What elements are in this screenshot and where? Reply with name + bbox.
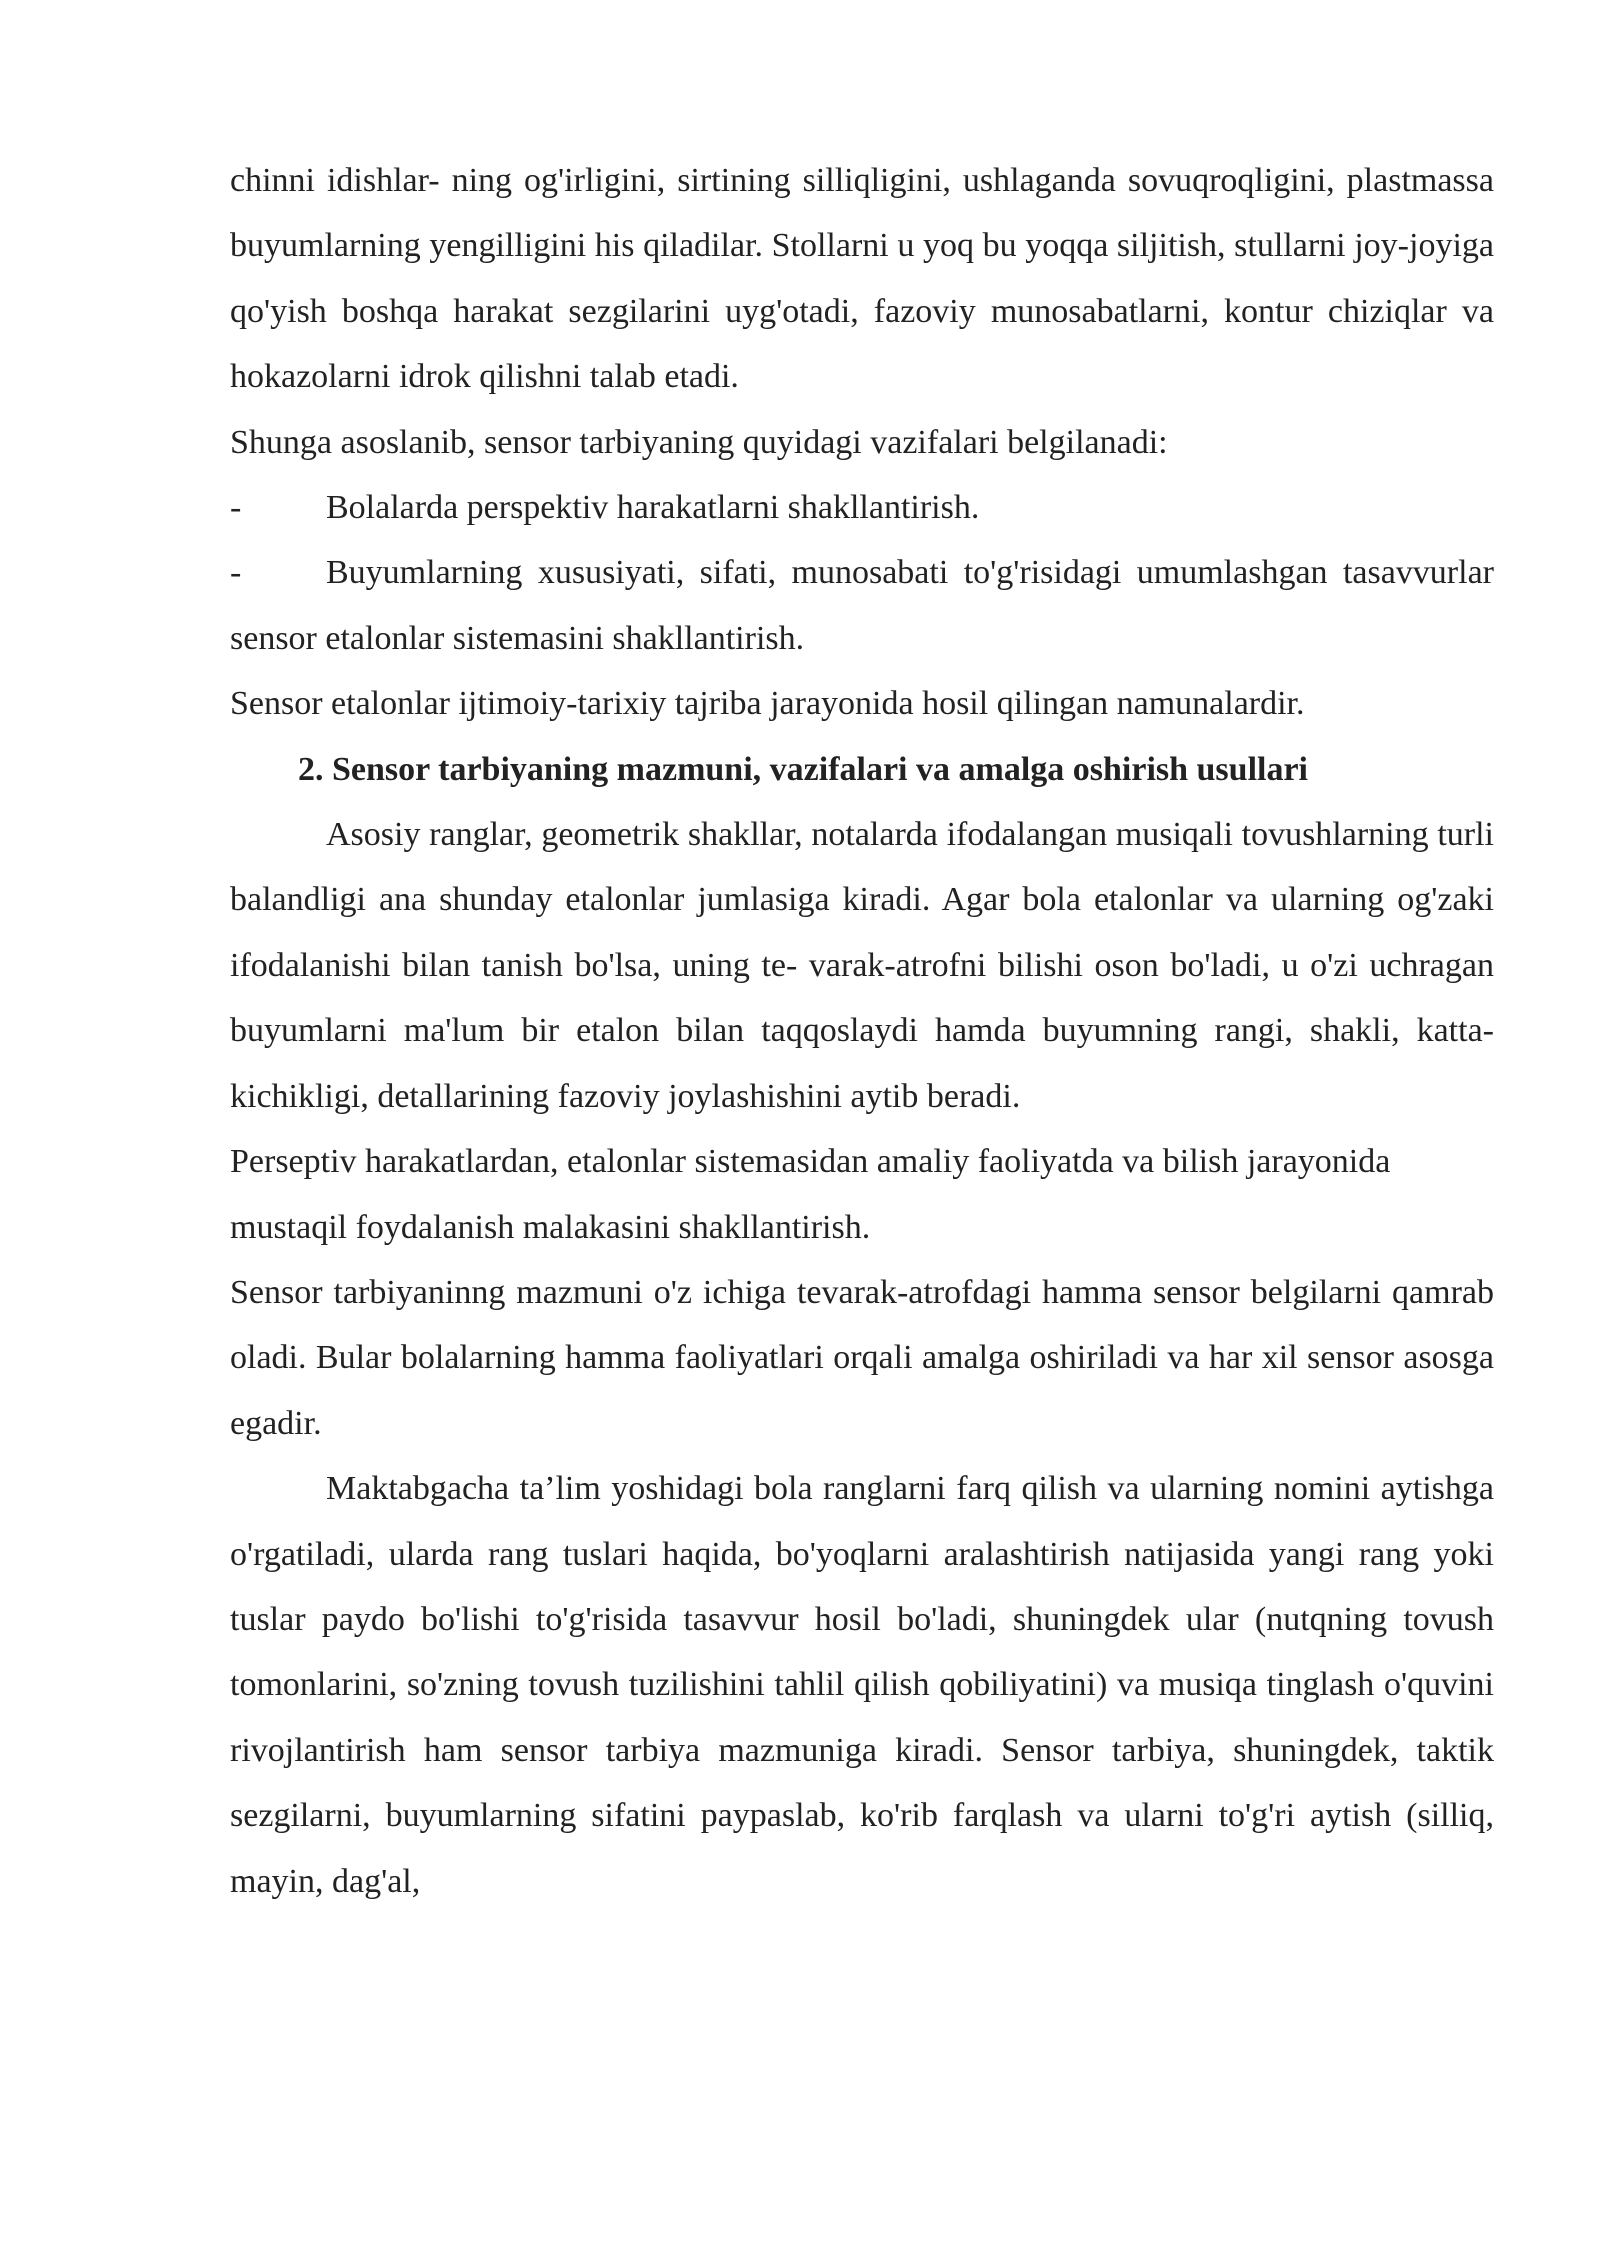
paragraph-2: Shunga asoslanib, sensor tarbiyaning quyidagi vazifalari belgilanadi: [230, 423, 1168, 461]
list-item-1-text: Bolalarda perspektiv harakatlarni shakllantirish. [326, 489, 980, 527]
list-item-2-text: Buyumlarning xususiyati, sifati, munosabati to'g'risidagi umumlashgan tasavvurlar sensor etalonlar sistemasini shakllantirish. [230, 554, 1494, 657]
paragraph-5a: Perseptiv harakatlardan, etalonlar sistemasidan amaliy faoliyatda va bilish jarayonida [230, 1143, 1391, 1181]
list-dash: - [230, 554, 242, 592]
section-heading: 2. Sensor tarbiyaning mazmuni, vazifalari va amalga oshirish usullari [298, 750, 1309, 788]
paragraph-7: Maktabgacha ta’lim yoshidagi bola ranglarni farq qilish va ularning nomini aytishga o'rgatiladi, ularda rang tuslari haqida, bo'yoqlarni aralashtirish natijasida yangi rang yoki tuslar paydo bo'lishi to'g'risida tasavvur hosil bo'ladi, shuningdek ular (nutqning tovush tomonlarini, so'zning tovush tuzilishini tahlil qilish qobiliyatini) va musiqa tinglash o'quvini rivojlantirish ham sensor tarbiya mazmuniga kiradi. Sensor tarbiya, shuningdek, taktik sezgilarni, buyumlarning sifatini paypaslab, ko'rib farqlash va ularni to'g'ri aytish (silliq, mayin, dag'al, [230, 1470, 1494, 1900]
list-item-1 [230, 475, 1494, 540]
paragraph-5b: mustaqil foydalanish malakasini shakllantirish. [230, 1208, 871, 1246]
paragraph-6: Sensor tarbiyaninng mazmuni o'z ichiga tevarak-atrofdagi hamma sensor belgilarni qamrab oladi. Bular bolalarning hamma faoliyatlari orqali amalga oshiriladi va har xil sensor asosga egadir. [230, 1273, 1494, 1442]
list-item-2 [230, 540, 1494, 671]
list-dash: - [230, 489, 242, 527]
text-column [230, 148, 1494, 1914]
paragraph-3: Sensor etalonlar ijtimoiy-tarixiy tajriba jarayonida hosil qilingan namunalardir. [230, 685, 1305, 723]
paragraph-4: Asosiy ranglar, geometrik shakllar, notalarda ifodalangan musiqali tovushlarning turli balandligi ana shunday etalonlar jumlasiga kiradi. Agar bola etalonlar va ularning og'zaki ifodalanishi bilan tanish bo'lsa, uning te- varak-atrofni bilishi oson bo'ladi, u o'zi uchragan buyumlarni ma'lum bir etalon bilan taqqoslaydi hamda buyumning rangi, shakli, katta-kichikligi, detallarining fazoviy joylashishini aytib beradi. [230, 816, 1494, 1115]
paragraph-1: chinni idishlar- ning og'irligini, sirtining silliqligini, ushlaganda sovuqroqligini, plastmassa buyumlarning yengilligini his qiladilar. Stollarni u yoq bu yoqqa siljitish, stullarni joy-joyiga qo'yish boshqa harakat sezgilarini uyg'otadi, fazoviy munosabatlarni, kontur chiziqlar va hokazolarni idrok qilishni talab etadi. [230, 162, 1494, 396]
